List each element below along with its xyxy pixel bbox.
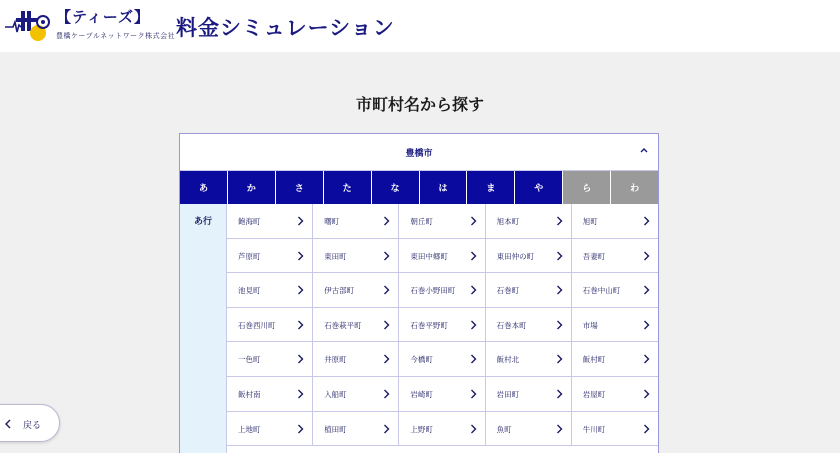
brand xyxy=(56,8,175,41)
town-label: 今橋町 xyxy=(410,355,433,365)
town-label: 岩屋町 xyxy=(582,389,606,399)
town-item[interactable] xyxy=(399,308,485,343)
chevron-right-icon xyxy=(643,320,650,330)
town-selector-panel xyxy=(179,133,659,453)
town-item[interactable] xyxy=(399,204,485,239)
kana-tab-4[interactable]: な xyxy=(372,171,420,204)
town-label: 魚町 xyxy=(496,424,512,434)
town-label: 石巻本町 xyxy=(496,320,527,330)
town-label: 石巻西川町 xyxy=(238,320,276,330)
chevron-right-icon xyxy=(297,354,304,364)
site-header xyxy=(0,0,840,52)
town-label: 石巻町 xyxy=(496,286,520,296)
chevron-right-icon xyxy=(643,389,650,399)
chevron-right-icon xyxy=(556,389,563,399)
kana-tab-3[interactable]: た xyxy=(324,171,372,204)
city-name: 豊橋市 xyxy=(405,149,433,159)
town-label: 岩田町 xyxy=(496,389,520,399)
chevron-right-icon xyxy=(470,320,477,330)
kana-tab-2[interactable]: さ xyxy=(276,171,324,204)
town-label: 上地町 xyxy=(238,424,261,434)
town-label: 飯村南 xyxy=(238,389,261,399)
town-label: 曙町 xyxy=(324,217,340,226)
chevron-up-icon xyxy=(638,144,650,156)
town-label: 市場 xyxy=(582,320,598,330)
town-item[interactable] xyxy=(227,273,313,308)
chevron-right-icon xyxy=(556,216,563,226)
town-item[interactable] xyxy=(313,377,399,412)
chevron-right-icon xyxy=(383,251,390,261)
town-label: 飽海町 xyxy=(238,217,261,226)
town-item[interactable] xyxy=(227,412,313,447)
town-item[interactable] xyxy=(486,204,572,239)
chevron-right-icon xyxy=(556,285,563,295)
chevron-left-icon xyxy=(4,419,12,429)
town-label: 岩崎町 xyxy=(410,389,433,399)
town-item[interactable] xyxy=(399,273,485,308)
chevron-right-icon xyxy=(470,424,477,434)
chevron-right-icon xyxy=(383,424,390,434)
town-item[interactable] xyxy=(486,377,572,412)
chevron-right-icon xyxy=(470,389,477,399)
chevron-right-icon xyxy=(470,251,477,261)
chevron-right-icon xyxy=(470,354,477,364)
chevron-right-icon xyxy=(556,354,563,364)
chevron-right-icon xyxy=(383,354,390,364)
town-item[interactable] xyxy=(399,377,485,412)
town-label: 東田仲の町 xyxy=(496,251,535,261)
chevron-right-icon xyxy=(643,216,650,226)
town-label: 牛川町 xyxy=(582,424,606,434)
town-item[interactable] xyxy=(313,308,399,343)
town-item[interactable] xyxy=(227,204,313,239)
town-item[interactable] xyxy=(227,239,313,274)
back-button-label: 戻る xyxy=(23,421,42,431)
town-item[interactable] xyxy=(486,273,572,308)
town-item[interactable] xyxy=(486,308,572,343)
town-item[interactable] xyxy=(572,308,658,343)
town-item[interactable] xyxy=(572,273,658,308)
town-item[interactable] xyxy=(399,412,485,447)
chevron-right-icon xyxy=(556,251,563,261)
town-item[interactable] xyxy=(227,308,313,343)
kana-tab-0[interactable]: あ xyxy=(180,171,228,204)
town-item[interactable] xyxy=(572,342,658,377)
chevron-right-icon xyxy=(470,216,477,226)
town-item[interactable] xyxy=(572,239,658,274)
town-label: 石巻萩平町 xyxy=(324,320,362,330)
town-item[interactable] xyxy=(227,377,313,412)
town-label: 旭本町 xyxy=(496,217,520,226)
town-item[interactable] xyxy=(399,342,485,377)
town-label: 伊古部町 xyxy=(324,286,355,296)
town-label: 一色町 xyxy=(238,355,261,365)
kana-tab-1[interactable]: か xyxy=(228,171,276,204)
town-label: 旭町 xyxy=(582,217,598,226)
town-label: 芦原町 xyxy=(238,251,261,261)
kana-tab-5[interactable]: は xyxy=(420,171,468,204)
town-label: 石巻平野町 xyxy=(410,320,448,330)
town-label: 朝丘町 xyxy=(410,217,433,226)
town-item[interactable] xyxy=(227,342,313,377)
chevron-right-icon xyxy=(297,424,304,434)
town-item[interactable] xyxy=(313,342,399,377)
chevron-right-icon xyxy=(643,424,650,434)
town-item[interactable] xyxy=(572,204,658,239)
town-item[interactable] xyxy=(313,273,399,308)
chevron-right-icon xyxy=(643,354,650,364)
town-item[interactable] xyxy=(313,204,399,239)
town-label: 池見町 xyxy=(238,286,261,296)
chevron-right-icon xyxy=(556,320,563,330)
town-item[interactable] xyxy=(572,377,658,412)
city-accordion-header[interactable] xyxy=(180,134,658,171)
chevron-right-icon xyxy=(297,216,304,226)
kana-tab-bar xyxy=(180,171,658,204)
kana-tab-8: ら xyxy=(563,171,611,204)
kana-tab-6[interactable]: ま xyxy=(467,171,515,204)
back-button[interactable] xyxy=(0,404,60,442)
page-title: 料金シミュレーション xyxy=(176,16,395,40)
chevron-right-icon xyxy=(383,389,390,399)
brand-name: 【ティーズ】 xyxy=(56,8,151,26)
section-title: 市町村名から探す xyxy=(355,95,484,114)
chevron-right-icon xyxy=(470,285,477,295)
town-label: 上野町 xyxy=(410,424,433,434)
town-label: 井原町 xyxy=(324,355,347,365)
town-label: 吾妻町 xyxy=(582,251,606,261)
town-item[interactable] xyxy=(486,239,572,274)
chevron-right-icon xyxy=(643,285,650,295)
town-item[interactable] xyxy=(313,239,399,274)
kana-tab-9: わ xyxy=(611,171,658,204)
town-label: 入船町 xyxy=(324,389,347,399)
chevron-right-icon xyxy=(297,285,304,295)
chevron-right-icon xyxy=(297,251,304,261)
chevron-right-icon xyxy=(383,216,390,226)
row-label-text: あ行 xyxy=(193,217,212,227)
chevron-right-icon xyxy=(297,320,304,330)
town-item[interactable] xyxy=(486,412,572,447)
town-label: 石巻中山町 xyxy=(582,286,621,296)
town-label: 東田町 xyxy=(324,251,347,261)
town-item[interactable] xyxy=(486,342,572,377)
town-item[interactable] xyxy=(572,412,658,447)
chevron-right-icon xyxy=(643,251,650,261)
chevron-right-icon xyxy=(383,285,390,295)
town-label: 石巻小野田町 xyxy=(410,286,456,296)
row-label xyxy=(180,204,227,453)
chevron-right-icon xyxy=(383,320,390,330)
company-logo[interactable] xyxy=(4,8,52,42)
brand-subtitle: 豊橋ケーブルネットワーク株式会社 xyxy=(56,32,176,40)
chevron-right-icon xyxy=(556,424,563,434)
chevron-right-icon xyxy=(297,389,304,399)
town-label: 飯村町 xyxy=(582,355,606,365)
kana-tab-7[interactable]: や xyxy=(515,171,563,204)
town-label: 植田町 xyxy=(324,424,347,434)
town-item[interactable] xyxy=(313,412,399,447)
town-label: 飯村北 xyxy=(496,355,520,365)
town-item[interactable] xyxy=(399,239,485,274)
town-grid xyxy=(227,204,658,446)
town-label: 東田中郷町 xyxy=(410,251,448,261)
